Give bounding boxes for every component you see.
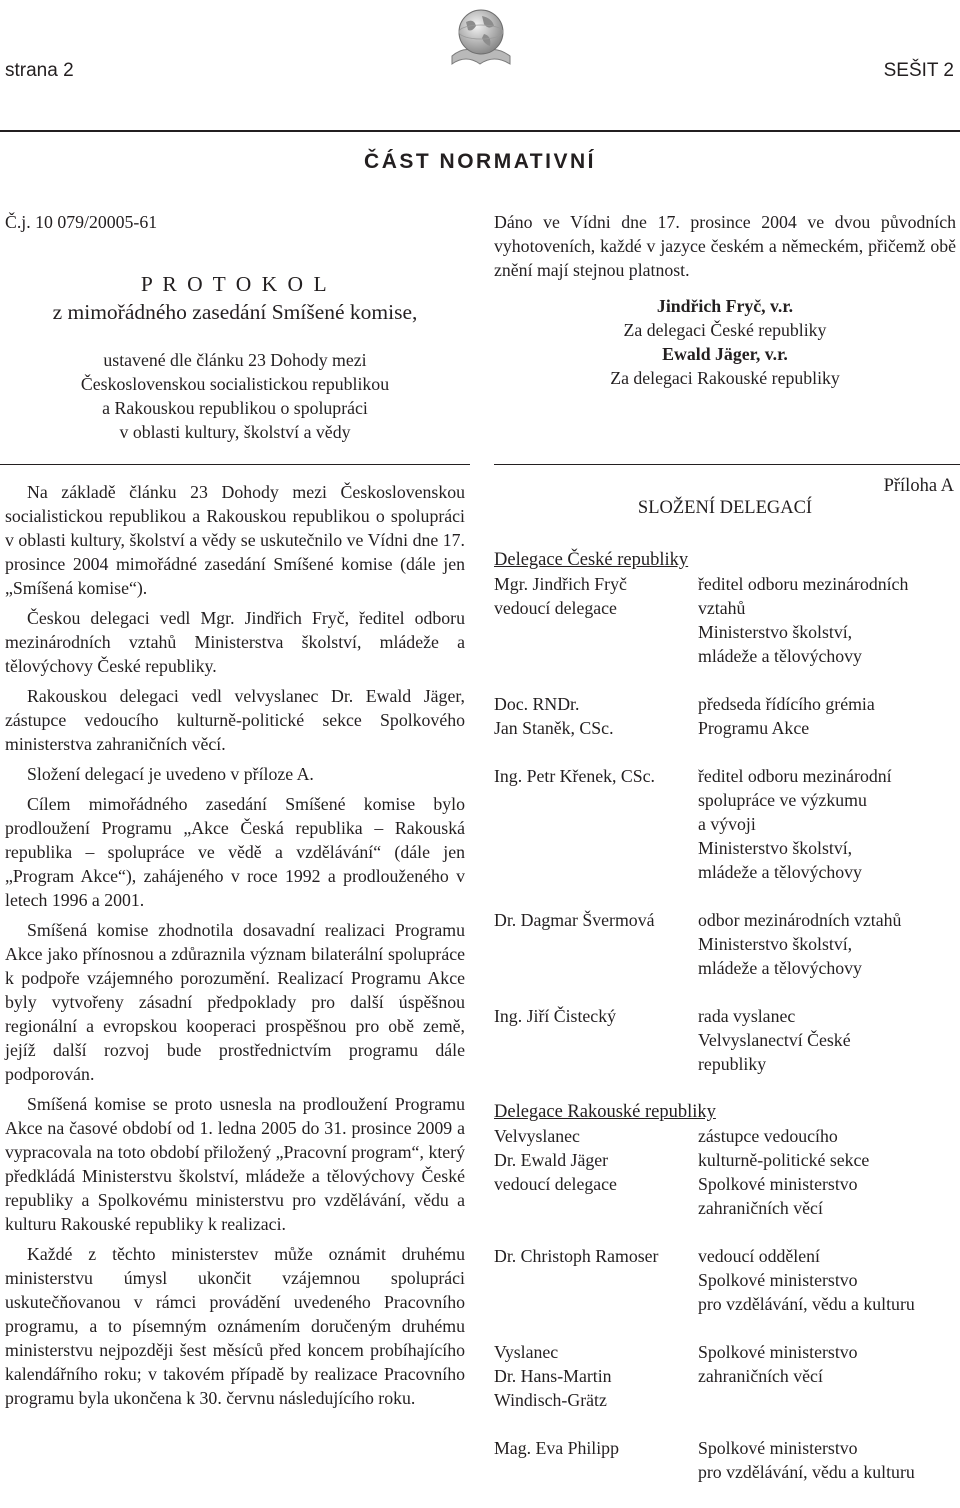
- member-name: [494, 908, 698, 980]
- member-name: [494, 1436, 698, 1484]
- member-role: [698, 692, 960, 740]
- reference-number: Č.j. 10 079/20005-61: [5, 212, 158, 232]
- member-role: [698, 572, 960, 668]
- member-role-line: Programu Akce: [698, 718, 810, 738]
- signature-name: Jindřich Fryč, v.r.: [656, 296, 794, 316]
- left-divider: [0, 464, 470, 465]
- body-paragraph: Smíšená komise se proto usnesla na prodloužení Programu Akce na časové období od 1. ledna 2005 do 31. prosince 2009 a vypracovala na toto období přiložený „Pracovní program“, který předkládá Ministerstvu školství, mládeže a tělovýchovy České republiky a Spolkovému ministerstvu pro vzdělávání, vědu a kulturu Rakouské republiky k realizaci.: [5, 1094, 465, 1234]
- member-role-line: a vývoji: [698, 814, 756, 834]
- member-role-line: mládeže a tělovýchovy: [698, 862, 862, 882]
- member-name-line: Ing. Jiří Čistecký: [494, 1006, 616, 1026]
- member-role-line: zástupce vedoucího: [698, 1126, 838, 1146]
- member-role: [698, 764, 960, 884]
- annex-label: Příloha A: [883, 476, 954, 496]
- closing-block: [494, 210, 956, 390]
- member-role-line: republiky: [698, 1054, 767, 1074]
- member-role-line: předseda řídícího grémia: [698, 694, 875, 714]
- delegation-member: [494, 764, 960, 884]
- member-role-line: Spolkové ministerstvo: [698, 1174, 858, 1194]
- member-role-line: Velvyslanectví České: [698, 1030, 851, 1050]
- member-role: [698, 908, 960, 980]
- member-role-line: Spolkové ministerstvo: [698, 1342, 858, 1362]
- member-role: [698, 1436, 960, 1484]
- signature-for: Za delegaci České republiky: [623, 320, 827, 340]
- page-number: strana 2: [5, 60, 74, 81]
- member-role-line: Ministerstvo školství,: [698, 622, 853, 642]
- delegation-member: [494, 1340, 960, 1412]
- delegation-member: [494, 1124, 960, 1220]
- member-role-line: Spolkové ministerstvo: [698, 1438, 858, 1458]
- issue-label: SEŠIT 2: [883, 60, 954, 81]
- member-name-line: Jan Staněk, CSc.: [494, 718, 614, 738]
- protocol-basis: [5, 348, 465, 444]
- member-role-line: Ministerstvo školství,: [698, 934, 853, 954]
- header-divider: [0, 130, 960, 132]
- member-name: [494, 572, 698, 668]
- member-name-line: Mgr. Jindřich Fryč: [494, 574, 627, 594]
- delegation-member: [494, 692, 960, 740]
- member-name: [494, 1340, 698, 1412]
- member-role-line: rada vyslanec: [698, 1006, 796, 1026]
- member-name: [494, 1004, 698, 1076]
- member-name-line: Velvyslanec: [494, 1126, 580, 1146]
- member-role-line: mládeže a tělovýchovy: [698, 958, 862, 978]
- member-name-line: Dr. Christoph Ramoser: [494, 1246, 659, 1266]
- protocol-subtitle: z mimořádného zasedání Smíšené komise,: [52, 300, 418, 324]
- member-role: [698, 1244, 960, 1316]
- member-role: [698, 1004, 960, 1076]
- member-role-line: spolupráce ve výzkumu: [698, 790, 867, 810]
- body-paragraph: Smíšená komise zhodnotila dosavadní realizaci Programu Akce jako přínosnou a zdůraznila význam bilaterální spolupráce k podpoře vzájemného porozumění. Realizací Programu Akce byly vytvořeny zásadní předpoklady pro další úspěšnou regionální a evropskou kooperaci prospěšnou pro obě země, jejíž další rozvoj bude prostřednictvím programu dále podporován.: [5, 920, 465, 1084]
- member-role-line: Spolkové ministerstvo: [698, 1270, 858, 1290]
- body-paragraph: Rakouskou delegaci vedl velvyslanec Dr. Ewald Jäger, zástupce vedoucího kulturně-politické sekce Spolkového ministerstva zahraničních věcí.: [5, 686, 465, 754]
- czech-delegation-list: [494, 572, 960, 1076]
- member-name-line: vedoucí delegace: [494, 1174, 617, 1194]
- member-name: [494, 764, 698, 884]
- closing-text: Dáno ve Vídni dne 17. prosince 2004 ve dvou původních vyhotoveních, každé v jazyce českém a německém, přičemž obě znění mají stejnou platnost.: [494, 212, 956, 280]
- member-role-line: kulturně-politické sekce: [698, 1150, 870, 1170]
- austrian-delegation-list: [494, 1124, 960, 1484]
- signature-for: Za delegaci Rakouské republiky: [610, 368, 840, 388]
- body-paragraph: Složení delegací je uvedeno v příloze A.: [27, 764, 314, 784]
- member-role-line: vztahů: [698, 598, 746, 618]
- member-name-line: Ing. Petr Křenek, CSc.: [494, 766, 655, 786]
- body-paragraph: Cílem mimořádného zasedání Smíšené komise bylo prodloužení Programu „Akce Česká republika – Rakouská republika – spolupráce ve vědě a vzdělávání“ (dále jen „Program Akce“), zahájeného v roce 1992 a prodlouženého v letech 1996 a 2001.: [5, 794, 465, 910]
- body-paragraph: Českou delegaci vedl Mgr. Jindřich Fryč, ředitel odboru mezinárodních vztahů Ministerstva školství, mládeže a tělovýchovy České republiky.: [5, 608, 465, 676]
- member-name: [494, 1124, 698, 1220]
- member-name-line: Dr. Hans-Martin: [494, 1366, 612, 1386]
- member-name: [494, 1244, 698, 1316]
- globe-book-logo: [446, 4, 516, 74]
- delegation-member: [494, 1004, 960, 1076]
- delegation-member: [494, 1244, 960, 1316]
- basis-line: a Rakouskou republikou o spolupráci: [102, 398, 368, 418]
- signature-name: Ewald Jäger, v.r.: [662, 344, 788, 364]
- member-role-line: pro vzdělávání, vědu a kulturu: [698, 1294, 915, 1314]
- signatures: [494, 294, 956, 390]
- member-role-line: pro vzdělávání, vědu a kulturu: [698, 1462, 915, 1482]
- protocol-body: [5, 480, 465, 1416]
- protocol-title: P R O T O K O L: [140, 272, 330, 296]
- member-name-line: Windisch-Grätz: [494, 1390, 607, 1410]
- right-divider: [494, 464, 960, 465]
- delegation-member: [494, 1436, 960, 1484]
- member-name-line: Mag. Eva Philipp: [494, 1438, 619, 1458]
- member-role: [698, 1124, 960, 1220]
- member-role-line: mládeže a tělovýchovy: [698, 646, 862, 666]
- member-name-line: Dr. Dagmar Švermová: [494, 910, 655, 930]
- delegation-member: [494, 572, 960, 668]
- body-paragraph: Každé z těchto ministerstev může oznámit druhému ministerstvu úmysl ukončit vzájemnou spolupráci uskutečňovanou v rámci provádění uvedeného Pracovního programu, a to písemným oznámením doručeným druhému ministerstvu nejpozději šest měsíců před koncem probíhajícího kalendářního roku; v takovém případě by realizace Pracovního programu byla ukončena k 30. červnu následujícího roku.: [5, 1244, 465, 1408]
- member-name-line: Vyslanec: [494, 1342, 559, 1362]
- protocol-heading: [5, 210, 465, 444]
- member-role-line: vedoucí oddělení: [698, 1246, 820, 1266]
- member-role-line: Ministerstvo školství,: [698, 838, 853, 858]
- austrian-delegation-heading: Delegace Rakouské republiky: [494, 1102, 716, 1122]
- basis-line: v oblasti kultury, školství a vědy: [119, 422, 351, 442]
- member-role-line: zahraničních věcí: [698, 1366, 823, 1386]
- annex-title: SLOŽENÍ DELEGACÍ: [637, 498, 813, 518]
- czech-delegation-heading: Delegace České republiky: [494, 550, 689, 570]
- member-name: [494, 692, 698, 740]
- basis-line: ustavené dle článku 23 Dohody mezi: [103, 350, 367, 370]
- member-role-line: odbor mezinárodních vztahů: [698, 910, 902, 930]
- member-name-line: Dr. Ewald Jäger: [494, 1150, 609, 1170]
- section-title: ČÁST NORMATIVNÍ: [364, 150, 596, 173]
- member-name-line: vedoucí delegace: [494, 598, 617, 618]
- basis-line: Československou socialistickou republikou: [80, 374, 390, 394]
- delegations: [494, 548, 960, 1508]
- member-role: [698, 1340, 960, 1412]
- body-paragraph: Na základě článku 23 Dohody mezi Československou socialistickou republikou a Rakouskou republikou o spolupráci v oblasti kultury, školství a vědy se uskutečnilo ve Vídni dne 17. prosince 2004 mimořádné zasedání Smíšené komise (dále jen „Smíšená komise“).: [5, 482, 465, 598]
- member-role-line: zahraničních věcí: [698, 1198, 823, 1218]
- member-name-line: Doc. RNDr.: [494, 694, 580, 714]
- member-role-line: ředitel odboru mezinárodní: [698, 766, 892, 786]
- delegation-member: [494, 908, 960, 980]
- member-role-line: ředitel odboru mezinárodních: [698, 574, 909, 594]
